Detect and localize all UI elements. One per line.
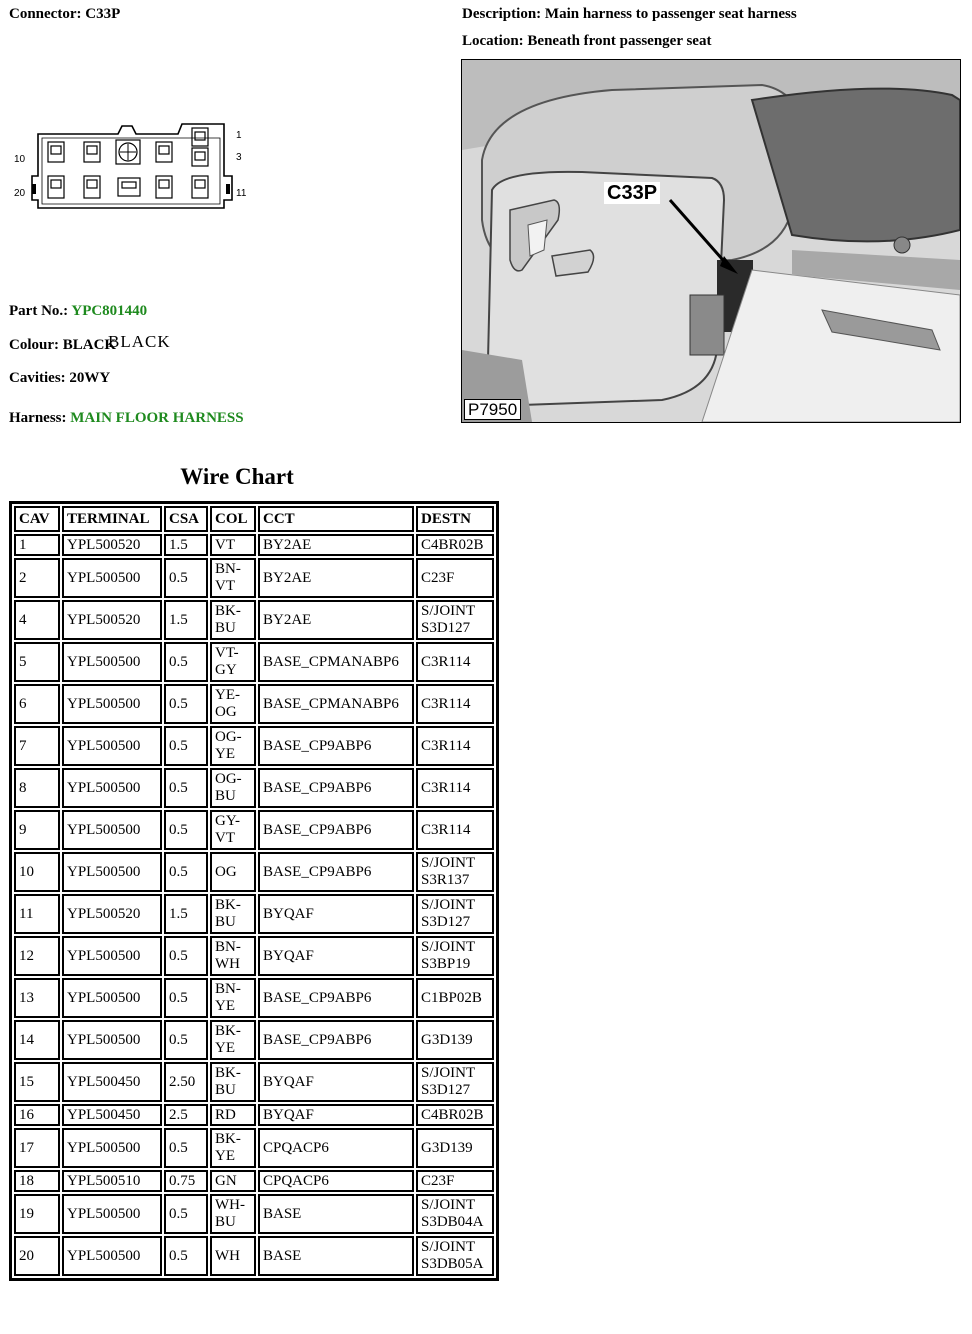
colour-line — [9, 337, 116, 354]
connector-value: C33P — [85, 6, 121, 22]
terminal-cell: YPL500450 — [62, 1062, 162, 1102]
seat-photo-illustration-icon — [462, 60, 960, 422]
wire-chart-header-row — [14, 506, 494, 532]
location-photo — [461, 59, 961, 423]
terminal-cell: YPL500500 — [62, 684, 162, 724]
cav-cell: 18 — [14, 1170, 60, 1192]
table-row — [14, 1128, 494, 1168]
terminal-cell: YPL500500 — [62, 642, 162, 682]
csa-cell: 0.5 — [164, 852, 208, 892]
connector-line — [9, 6, 120, 23]
terminal-cell: YPL500520 — [62, 600, 162, 640]
col-cell: BK- BU — [210, 1062, 256, 1102]
destn-cell: C23F — [416, 558, 494, 598]
cav-cell: 7 — [14, 726, 60, 766]
col-cell: BK- BU — [210, 600, 256, 640]
destn-cell: C1BP02B — [416, 978, 494, 1018]
table-row — [14, 684, 494, 724]
terminal-cell: YPL500500 — [62, 936, 162, 976]
csa-cell: 0.5 — [164, 558, 208, 598]
csa-cell: 0.5 — [164, 726, 208, 766]
terminal-cell: YPL500500 — [62, 1020, 162, 1060]
csa-cell: 0.5 — [164, 642, 208, 682]
destn-cell: S/JOINT S3D127 — [416, 600, 494, 640]
terminal-cell: YPL500510 — [62, 1170, 162, 1192]
cav-cell: 19 — [14, 1194, 60, 1234]
harness-link[interactable]: MAIN FLOOR HARNESS — [70, 410, 244, 426]
terminal-cell: YPL500500 — [62, 1128, 162, 1168]
part-number-line — [9, 303, 147, 320]
csa-cell: 0.5 — [164, 1236, 208, 1276]
table-row — [14, 768, 494, 808]
cct-cell: BY2AE — [258, 558, 414, 598]
pin-label-1: 1 — [236, 130, 242, 141]
cav-cell: 9 — [14, 810, 60, 850]
col-cell: OG — [210, 852, 256, 892]
connector-outline-icon — [10, 118, 252, 218]
cav-cell: 14 — [14, 1020, 60, 1060]
table-row — [14, 600, 494, 640]
terminal-cell: YPL500500 — [62, 852, 162, 892]
table-row — [14, 1020, 494, 1060]
cct-cell: BASE_CPMANABP6 — [258, 684, 414, 724]
col-cell: OG- BU — [210, 768, 256, 808]
table-row — [14, 1170, 494, 1192]
harness-label: Harness: — [9, 410, 67, 426]
wire-chart-table — [9, 501, 499, 1281]
destn-cell: C3R114 — [416, 726, 494, 766]
destn-cell: C3R114 — [416, 810, 494, 850]
column-header-terminal: TERMINAL — [62, 506, 162, 532]
column-header-col: COL — [210, 506, 256, 532]
col-cell: BK- YE — [210, 1020, 256, 1060]
location-line — [462, 33, 711, 50]
cavities-value: 20WY — [69, 370, 111, 386]
col-cell: WH- BU — [210, 1194, 256, 1234]
cct-cell: BASE_CP9ABP6 — [258, 726, 414, 766]
table-row — [14, 534, 494, 556]
destn-cell: S/JOINT S3R137 — [416, 852, 494, 892]
cct-cell: BASE_CPMANABP6 — [258, 642, 414, 682]
csa-cell: 0.5 — [164, 1194, 208, 1234]
terminal-cell: YPL500500 — [62, 726, 162, 766]
terminal-cell: YPL500500 — [62, 810, 162, 850]
cct-cell: BYQAF — [258, 894, 414, 934]
cct-cell: BY2AE — [258, 600, 414, 640]
col-cell: BN- YE — [210, 978, 256, 1018]
destn-cell: C4BR02B — [416, 1104, 494, 1126]
col-cell: BK- YE — [210, 1128, 256, 1168]
cct-cell: BASE_CP9ABP6 — [258, 852, 414, 892]
cav-cell: 4 — [14, 600, 60, 640]
destn-cell: S/JOINT S3D127 — [416, 894, 494, 934]
description-line — [462, 6, 797, 23]
destn-cell: S/JOINT S3BP19 — [416, 936, 494, 976]
destn-cell: G3D139 — [416, 1020, 494, 1060]
csa-cell: 2.5 — [164, 1104, 208, 1126]
location-value: Beneath front passenger seat — [527, 33, 712, 49]
cav-cell: 6 — [14, 684, 60, 724]
wire-chart-title: Wire Chart — [180, 464, 294, 489]
photo-callout-label: C33P — [604, 182, 660, 204]
pin-label-20: 20 — [14, 188, 26, 199]
col-cell: GN — [210, 1170, 256, 1192]
terminal-cell: YPL500500 — [62, 558, 162, 598]
cct-cell: BYQAF — [258, 1104, 414, 1126]
col-cell: BN- VT — [210, 558, 256, 598]
cav-cell: 10 — [14, 852, 60, 892]
part-number-link[interactable]: YPC801440 — [71, 303, 148, 319]
cct-cell: BASE — [258, 1236, 414, 1276]
col-cell: BN- WH — [210, 936, 256, 976]
col-cell: VT- GY — [210, 642, 256, 682]
column-header-csa: CSA — [164, 506, 208, 532]
table-row — [14, 978, 494, 1018]
csa-cell: 2.50 — [164, 1062, 208, 1102]
cav-cell: 17 — [14, 1128, 60, 1168]
csa-cell: 0.5 — [164, 768, 208, 808]
cct-cell: BASE_CP9ABP6 — [258, 978, 414, 1018]
cav-cell: 13 — [14, 978, 60, 1018]
cav-cell: 5 — [14, 642, 60, 682]
cct-cell: CPQACP6 — [258, 1170, 414, 1192]
col-cell: OG- YE — [210, 726, 256, 766]
col-cell: VT — [210, 534, 256, 556]
diagram-colour-label: BLACK — [108, 332, 171, 351]
table-row — [14, 1104, 494, 1126]
harness-line — [9, 410, 244, 427]
table-row — [14, 1062, 494, 1102]
col-cell: RD — [210, 1104, 256, 1126]
destn-cell: C3R114 — [416, 684, 494, 724]
cav-cell: 20 — [14, 1236, 60, 1276]
cct-cell: BYQAF — [258, 936, 414, 976]
cav-cell: 8 — [14, 768, 60, 808]
csa-cell: 1.5 — [164, 534, 208, 556]
csa-cell: 0.5 — [164, 810, 208, 850]
table-row — [14, 1194, 494, 1234]
cavities-line — [9, 370, 110, 387]
cct-cell: CPQACP6 — [258, 1128, 414, 1168]
terminal-cell: YPL500520 — [62, 894, 162, 934]
cct-cell: BYQAF — [258, 1062, 414, 1102]
terminal-cell: YPL500500 — [62, 768, 162, 808]
description-label: Description: — [462, 6, 542, 22]
column-header-cct: CCT — [258, 506, 414, 532]
col-cell: BK- BU — [210, 894, 256, 934]
pin-label-10: 10 — [14, 154, 26, 165]
cct-cell: BASE — [258, 1194, 414, 1234]
cav-cell: 16 — [14, 1104, 60, 1126]
csa-cell: 0.5 — [164, 1020, 208, 1060]
destn-cell: G3D139 — [416, 1128, 494, 1168]
cav-cell: 2 — [14, 558, 60, 598]
destn-cell: S/JOINT S3DB05A — [416, 1236, 494, 1276]
destn-cell: C3R114 — [416, 768, 494, 808]
csa-cell: 0.5 — [164, 1128, 208, 1168]
wire-chart-body — [14, 534, 494, 1276]
column-header-cav: CAV — [14, 506, 60, 532]
table-row — [14, 558, 494, 598]
col-cell: GY- VT — [210, 810, 256, 850]
cav-cell: 1 — [14, 534, 60, 556]
destn-cell: C3R114 — [416, 642, 494, 682]
pin-label-3: 3 — [236, 152, 242, 163]
terminal-cell: YPL500450 — [62, 1104, 162, 1126]
destn-cell: S/JOINT S3DB04A — [416, 1194, 494, 1234]
cct-cell: BASE_CP9ABP6 — [258, 768, 414, 808]
colour-value: BLACK — [62, 337, 117, 353]
csa-cell: 0.75 — [164, 1170, 208, 1192]
part-number-label: Part No.: — [9, 303, 69, 319]
cav-cell: 11 — [14, 894, 60, 934]
destn-cell: S/JOINT S3D127 — [416, 1062, 494, 1102]
terminal-cell: YPL500520 — [62, 534, 162, 556]
pin-label-11: 11 — [236, 188, 247, 199]
csa-cell: 0.5 — [164, 684, 208, 724]
column-header-destn: DESTN — [416, 506, 494, 532]
table-row — [14, 852, 494, 892]
table-row — [14, 810, 494, 850]
table-row — [14, 894, 494, 934]
destn-cell: C4BR02B — [416, 534, 494, 556]
table-row — [14, 936, 494, 976]
cct-cell: BASE_CP9ABP6 — [258, 1020, 414, 1060]
csa-cell: 0.5 — [164, 936, 208, 976]
colour-label: Colour: — [9, 337, 59, 353]
table-row — [14, 726, 494, 766]
table-row — [14, 1236, 494, 1276]
csa-cell: 0.5 — [164, 978, 208, 1018]
location-label: Location: — [462, 33, 524, 49]
terminal-cell: YPL500500 — [62, 978, 162, 1018]
description-value: Main harness to passenger seat harness — [544, 6, 797, 22]
cav-cell: 12 — [14, 936, 60, 976]
table-row — [14, 642, 494, 682]
csa-cell: 1.5 — [164, 894, 208, 934]
cav-cell: 15 — [14, 1062, 60, 1102]
photo-id-label: P7950 — [464, 399, 521, 420]
connector-label: Connector: — [9, 6, 82, 22]
col-cell: YE- OG — [210, 684, 256, 724]
terminal-cell: YPL500500 — [62, 1194, 162, 1234]
terminal-cell: YPL500500 — [62, 1236, 162, 1276]
cct-cell: BY2AE — [258, 534, 414, 556]
destn-cell: C23F — [416, 1170, 494, 1192]
col-cell: WH — [210, 1236, 256, 1276]
cct-cell: BASE_CP9ABP6 — [258, 810, 414, 850]
cavities-label: Cavities: — [9, 370, 66, 386]
csa-cell: 1.5 — [164, 600, 208, 640]
